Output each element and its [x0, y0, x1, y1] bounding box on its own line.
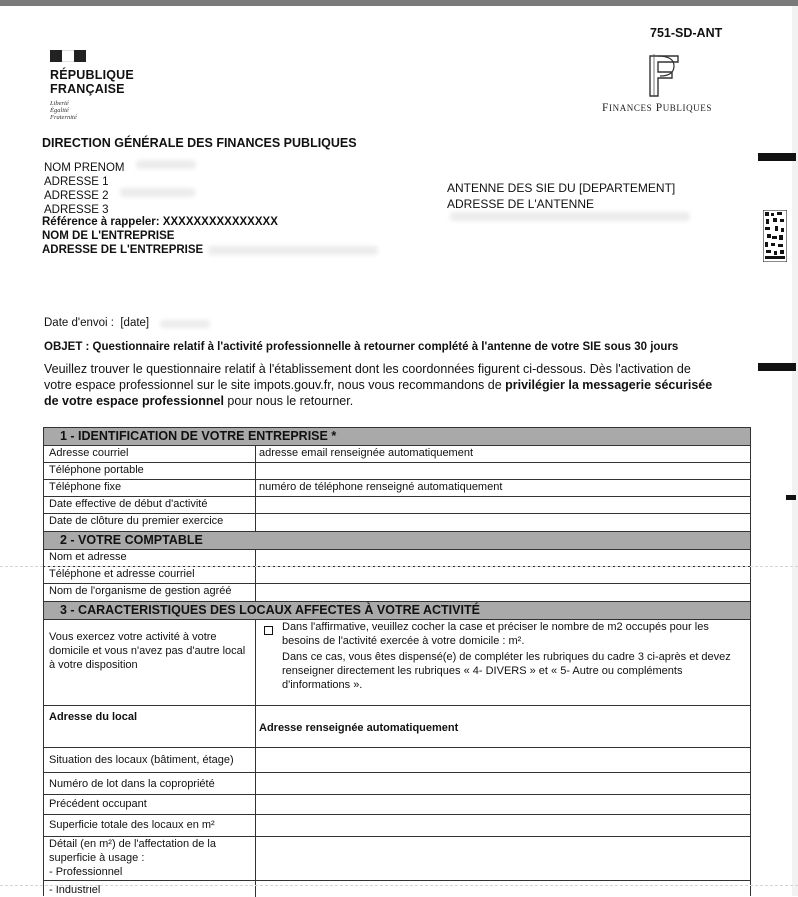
recipient-block	[447, 180, 675, 212]
scan-mark	[786, 495, 796, 500]
republique-francaise-label: RÉPUBLIQUE FRANÇAISE	[50, 68, 134, 96]
table-row: Précédent occupant	[44, 795, 750, 815]
scan-artifact	[160, 320, 210, 328]
table-row: Téléphone et adresse courriel	[44, 567, 750, 584]
datamatrix-icon	[763, 210, 787, 262]
scan-artifact	[450, 212, 690, 221]
reference-line: Référence à rappeler: XXXXXXXXXXXXXXX	[42, 216, 278, 228]
marianne-logo	[50, 50, 86, 62]
document-reference: 751-SD-ANT	[650, 26, 723, 40]
table-row: Situation des locaux (bâtiment, étage)	[44, 748, 750, 773]
scan-mark	[758, 153, 796, 161]
company-address: ADRESSE DE L'ENTREPRISE	[42, 244, 204, 256]
sender-line: ADRESSE 1	[44, 176, 109, 188]
table-row	[44, 837, 750, 881]
email-field[interactable]: adresse email renseignée automatiquement	[259, 447, 474, 459]
scan-right-edge	[792, 6, 798, 896]
table-row: Adresse du local Adresse renseignée automatiquement	[44, 706, 750, 748]
scan-mark	[758, 363, 796, 371]
scan-artifact	[136, 160, 196, 169]
finances-publiques-label: FINANCES PUBLIQUES	[602, 102, 712, 114]
finances-publiques-logo-icon	[644, 52, 684, 98]
fold-line	[0, 566, 798, 567]
table-row: Vous exercez votre activité à votre domicile et vous n'avez pas d'autre local à votre disposition Dans l'affirmative, veuillez cocher la case et préciser le nombre de m2 occupés pour les besoins de l'activité exercée à votre domicile : m². Dans ce cas, vous êtes dispensé(e) de compléter les rubriques du cadre 3 ci-après et devez renseigner directement les rubriques « 4- DIVERS » et « 5- Autre ou compléments d'informations ».	[44, 620, 750, 706]
section-1-header: 1 - IDENTIFICATION DE VOTRE ENTREPRISE *	[44, 428, 750, 446]
table-row: Superficie totale des locaux en m²	[44, 815, 750, 837]
send-date: Date d'envoi : [date]	[44, 317, 150, 329]
scan-artifact	[208, 246, 378, 255]
sender-line: NOM PRENOM	[44, 162, 125, 174]
intro-paragraph: Veuillez trouver le questionnaire relatif à l'établissement dont les coordonnées figurent ci-dessous. Dès l'activation de votre espace professionnel sur le site impots.gouv.fr, nous vous recommandons de privilégier la messagerie sécurisée de votre espace professionnel pour nous le retourner.	[44, 362, 713, 408]
sender-line: ADRESSE 3	[44, 204, 109, 216]
table-row: Téléphone fixe numéro de téléphone renseigné automatiquement	[44, 480, 750, 497]
questionnaire-form	[43, 427, 751, 896]
sender-line: ADRESSE 2	[44, 190, 109, 202]
fold-line	[0, 885, 798, 886]
scan-top-border	[0, 0, 798, 6]
recipient-line: ADRESSE DE L'ANTENNE	[447, 197, 594, 211]
landline-field[interactable]: numéro de téléphone renseigné automatiquement	[259, 481, 503, 493]
table-row: Numéro de lot dans la copropriété	[44, 773, 750, 795]
company-name: NOM DE L'ENTREPRISE	[42, 230, 175, 242]
table-row: - Industriel	[49, 884, 101, 896]
home-activity-instructions: Dans l'affirmative, veuillez cocher la case et préciser le nombre de m2 occupés pour les besoins de l'activité exercée à votre domicile : m². Dans ce cas, vous êtes dispensé(e) de compléter les rubriques du cadre 3 ci-après et devez renseigner directement les rubriques « 4- DIVERS » et « 5- Autre ou compléments d'informations ».	[282, 621, 731, 691]
home-activity-checkbox[interactable]	[264, 626, 273, 635]
table-row: Téléphone portable	[44, 463, 750, 480]
table-row: Nom de l'organisme de gestion agréé	[44, 584, 750, 602]
scan-artifact	[120, 188, 195, 197]
direction-title: DIRECTION GÉNÉRALE DES FINANCES PUBLIQUES	[42, 136, 357, 150]
object-line: OBJET : Questionnaire relatif à l'activité professionnelle à retourner complété à l'antenne de votre SIE sous 30 jours	[44, 341, 679, 353]
devise: Liberté Égalité Fraternité	[50, 100, 77, 121]
table-row: Date effective de début d'activité	[44, 497, 750, 514]
recipient-line: ANTENNE DES SIE DU [DEPARTEMENT]	[447, 181, 676, 195]
section-3-header: 3 - CARACTERISTIQUES DES LOCAUX AFFECTES À VOTRE ACTIVITÉ	[44, 602, 750, 620]
section-2-header: 2 - VOTRE COMPTABLE	[44, 532, 750, 550]
table-row: Adresse courriel adresse email renseignée automatiquement	[44, 446, 750, 463]
table-row: Nom et adresse	[44, 550, 750, 567]
surface-detail-label: Détail (en m²) de l'affectation de la superficie à usage : - Professionnel	[49, 838, 216, 878]
premises-address-field[interactable]: Adresse renseignée automatiquement	[259, 722, 459, 734]
table-row: Date de clôture du premier exercice	[44, 514, 750, 532]
sender-block	[44, 161, 125, 217]
